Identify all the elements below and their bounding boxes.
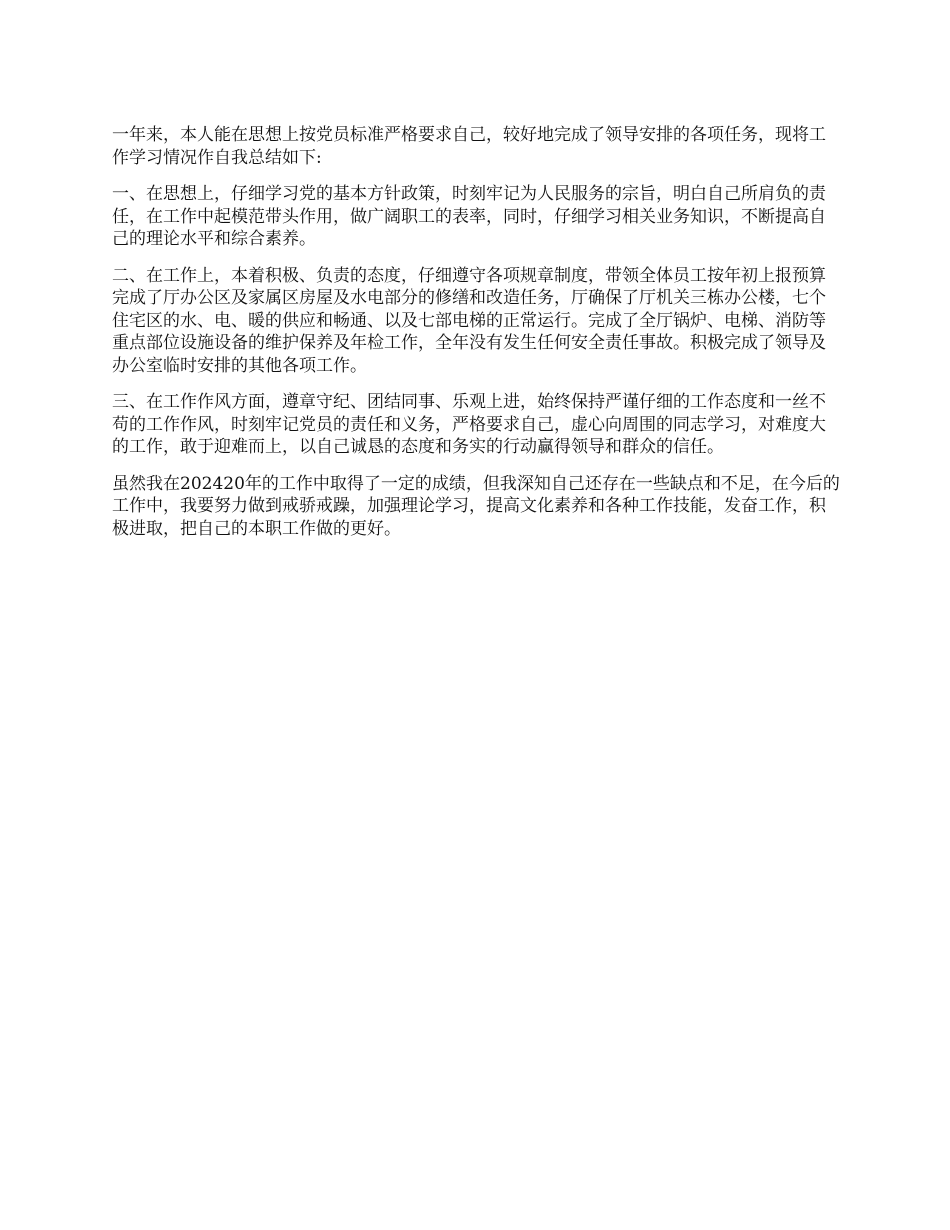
document-body xyxy=(112,124,842,554)
intro-paragraph: 一年来，本人能在思想上按党员标准严格要求自己，较好地完成了领导安排的各项任务，现将工作学习情况作自我总结如下: xyxy=(112,125,826,168)
work-style-paragraph: 三、在工作作风方面，遵章守纪、团结同事、乐观上进，始终保持严谨仔细的工作态度和一丝不苟的工作作风，时刻牢记党员的责任和义务，严格要求自己，虚心向周围的同志学习，对难度大的工作，敢于迎难而上，以自己诚恳的态度和务实的行动赢得领导和群众的信任。 xyxy=(112,392,826,457)
ideology-paragraph: 一、在思想上，仔细学习党的基本方针政策，时刻牢记为人民服务的宗旨，明白自己所肩负的责任，在工作中起模范带头作用，做广阔职工的表率，同时，仔细学习相关业务知识，不断提高自己的理论水平和综合素养。 xyxy=(112,184,826,249)
conclusion-paragraph: 虽然我在202420年的工作中取得了一定的成绩，但我深知自己还存在一些缺点和不足，在今后的工作中，我要努力做到戒骄戒躁，加强理论学习，提高文化素养和各种工作技能，发奋工作，积极进取，把自己的本职工作做的更好。 xyxy=(112,473,840,539)
work-paragraph: 二、在工作上，本着积极、负责的态度，仔细遵守各项规章制度，带领全体员工按年初上报预算完成了厅办公区及家属区房屋及水电部分的修缮和改造任务，厅确保了厅机关三栋办公楼，七个住宅区的水、电、暖的供应和畅通、以及七部电梯的正常运行。完成了全厅锅炉、电梯、消防等重点部位设施设备的维护保养及年检工作，全年没有发生任何安全责任事故。积极完成了领导及办公室临时安排的其他各项工作。 xyxy=(112,265,826,376)
